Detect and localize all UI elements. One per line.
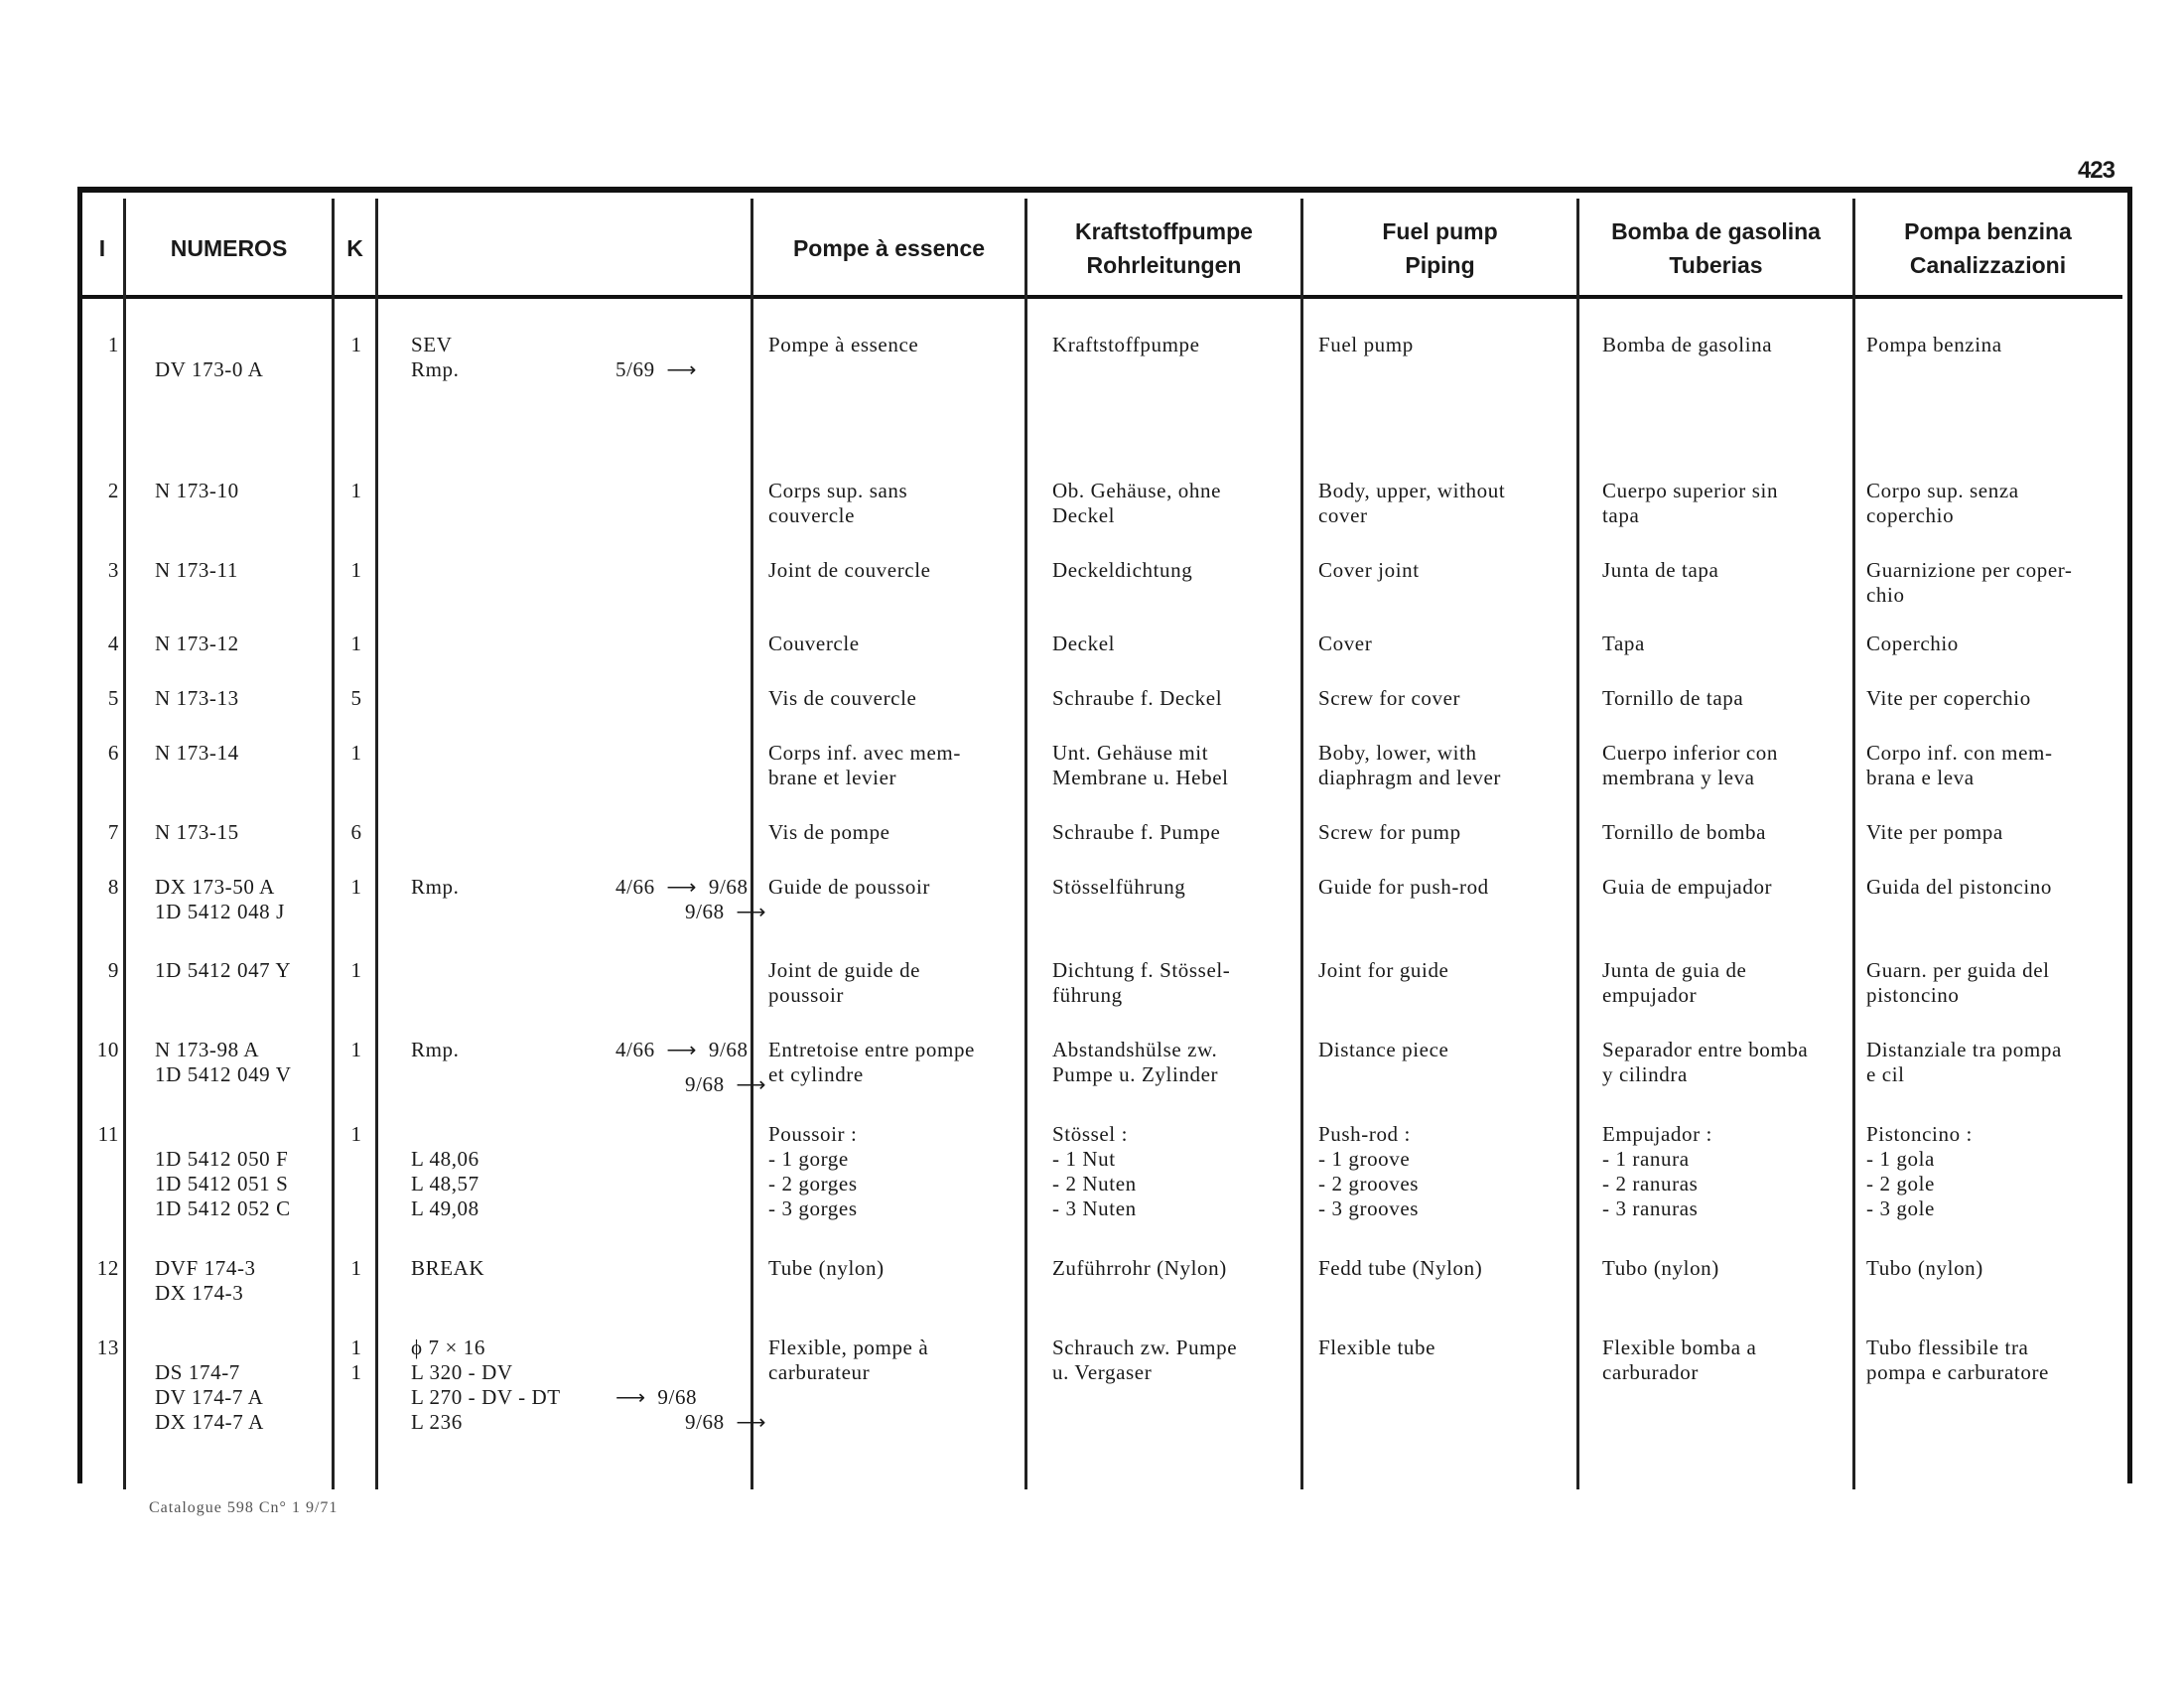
date-range: 4/66 ⟶ 9/68 [615,875,749,899]
desc-english: Joint for guide [1318,958,1449,982]
desc-spanish: Guia de empujador [1602,875,1773,899]
column-divider [375,199,378,1489]
part-note: Rmp. [411,1038,460,1061]
quantity: 1 [350,479,362,502]
part-number: N 173-12 [155,632,239,655]
header-divider [81,295,2122,299]
desc-french: Couvercle [768,632,860,655]
part-number: N 173-14 [155,741,239,765]
desc-italian: Tubo (nylon) [1866,1256,1983,1280]
date-range: 9/68 ⟶ [685,900,767,923]
quantity: 5 [350,686,362,710]
header-spanish: Bomba de gasolina Tuberias [1611,218,1821,278]
header-italian: Pompa benzina Canalizzazioni [1904,218,2072,278]
desc-french: Vis de pompe [768,820,890,844]
row-index: 5 [107,686,119,710]
desc-german: Ob. Gehäuse, ohne Deckel [1052,479,1221,527]
desc-english: Screw for cover [1318,686,1461,710]
desc-french: Guide de poussoir [768,875,931,899]
desc-german: Stössel : - 1 Nut - 2 Nuten - 3 Nuten [1052,1122,1137,1220]
quantity: 1 [350,875,362,899]
desc-english: Fuel pump [1318,333,1414,356]
desc-spanish: Junta de guia de empujador [1602,958,1747,1007]
desc-german: Abstandshülse zw. Pumpe u. Zylinder [1052,1038,1219,1086]
desc-english: Guide for push-rod [1318,875,1489,899]
desc-french: Entretoise entre pompe et cylindre [768,1038,975,1086]
desc-italian: Guida del pistoncino [1866,875,2052,899]
row-index: 12 [96,1256,119,1280]
quantity: 1 [350,1256,362,1280]
desc-spanish: Cuerpo superior sin tapa [1602,479,1779,527]
desc-english: Push-rod : - 1 groove - 2 grooves - 3 grooves [1318,1122,1420,1220]
part-number: DV 173-0 A [155,357,264,381]
desc-french: Flexible, pompe à carburateur [768,1336,929,1384]
part-number: N 173-11 [155,558,238,582]
desc-english: Flexible tube [1318,1336,1436,1359]
part-number: N 173-15 [155,820,239,844]
part-number: N 173-98 A 1D 5412 049 V [155,1038,292,1086]
part-note: SEV Rmp. [411,333,460,381]
quantity: 1 [350,958,362,982]
desc-german: Stösselführung [1052,875,1186,899]
desc-italian: Corpo inf. con mem- brana e leva [1866,741,2053,789]
desc-french: Pompe à essence [768,333,919,356]
date-range: 5/69 ⟶ [615,357,698,381]
quantity: 1 [350,1038,362,1061]
part-number: 1D 5412 047 Y [155,958,292,982]
desc-german: Zuführrohr (Nylon) [1052,1256,1227,1280]
desc-italian: Coperchio [1866,632,1959,655]
part-number: N 173-10 [155,479,239,502]
desc-spanish: Tornillo de tapa [1602,686,1744,710]
desc-italian: Vite per coperchio [1866,686,2031,710]
row-index: 2 [107,479,119,502]
desc-italian: Guarn. per guida del pistoncino [1866,958,2050,1007]
desc-german: Schrauch zw. Pumpe u. Vergaser [1052,1336,1238,1384]
header-numeros: NUMEROS [170,235,288,261]
desc-german: Kraftstoffpumpe [1052,333,1200,356]
part-note: Rmp. [411,875,460,899]
desc-french: Joint de guide de poussoir [768,958,921,1007]
desc-spanish: Tapa [1602,632,1645,655]
header-index: I [98,235,106,261]
column-divider [751,199,753,1489]
row-index: 9 [107,958,119,982]
date-range: ⟶ 9/68 [615,1385,698,1409]
desc-german: Deckeldichtung [1052,558,1193,582]
quantity: 1 [350,632,362,655]
desc-french: Poussoir : - 1 gorge - 2 gorges - 3 gorges [768,1122,858,1220]
row-index: 7 [107,820,119,844]
desc-english: Screw for pump [1318,820,1461,844]
part-number: DS 174-7 DV 174-7 A DX 174-7 A [155,1360,264,1434]
row-index: 11 [97,1122,119,1146]
desc-english: Body, upper, without cover [1318,479,1506,527]
desc-spanish: Flexible bomba a carburador [1602,1336,1757,1384]
desc-spanish: Empujador : - 1 ranura - 2 ranuras - 3 ranuras [1602,1122,1712,1220]
desc-french: Tube (nylon) [768,1256,885,1280]
row-index: 6 [107,741,119,765]
part-number: 1D 5412 050 F 1D 5412 051 S 1D 5412 052 C [155,1147,291,1220]
desc-italian: Distanziale tra pompa e cil [1866,1038,2062,1086]
footer-catalogue-ref: Catalogue 598 Cn° 1 9/71 [149,1499,339,1516]
row-index: 1 [107,333,119,356]
part-note: ϕ 7 × 16 L 320 - DV L 270 - DV - DT L 236 [411,1336,561,1434]
desc-english: Boby, lower, with diaphragm and lever [1318,741,1501,789]
desc-spanish: Separador entre bomba y cilindra [1602,1038,1809,1086]
desc-german: Unt. Gehäuse mit Membrane u. Hebel [1052,741,1229,789]
desc-french: Joint de couvercle [768,558,931,582]
quantity: 1 [350,333,362,356]
row-index: 13 [96,1336,119,1359]
desc-italian: Guarnizione per coper- chio [1866,558,2073,607]
desc-german: Schraube f. Deckel [1052,686,1223,710]
date-range: 9/68 ⟶ [685,1072,767,1096]
desc-french: Corps sup. sans couvercle [768,479,908,527]
quantity: 1 [350,558,362,582]
quantity: 1 1 [350,1336,362,1384]
part-note: BREAK [411,1256,485,1280]
desc-german: Dichtung f. Stössel- führung [1052,958,1231,1007]
desc-italian: Tubo flessibile tra pompa e carburatore [1866,1336,2049,1384]
desc-english: Fedd tube (Nylon) [1318,1256,1483,1280]
column-divider [123,199,126,1489]
row-index: 8 [107,875,119,899]
desc-english: Cover joint [1318,558,1420,582]
desc-german: Schraube f. Pumpe [1052,820,1221,844]
header-french: Pompe à essence [792,235,986,261]
row-index: 3 [107,558,119,582]
desc-spanish: Tornillo de bomba [1602,820,1767,844]
desc-english: Distance piece [1318,1038,1449,1061]
desc-italian: Pompa benzina [1866,333,2002,356]
header-k: K [346,235,363,261]
desc-italian: Corpo sup. senza coperchio [1866,479,2019,527]
desc-spanish: Cuerpo inferior con membrana y leva [1602,741,1779,789]
header-english: Fuel pump Piping [1382,218,1498,278]
desc-spanish: Junta de tapa [1602,558,1719,582]
part-note: L 48,06 L 48,57 L 49,08 [411,1147,479,1220]
desc-german: Deckel [1052,632,1116,655]
desc-spanish: Tubo (nylon) [1602,1256,1719,1280]
quantity: 1 [350,741,362,765]
quantity: 6 [350,820,362,844]
part-number: DX 173-50 A 1D 5412 048 J [155,875,285,923]
date-range: 9/68 ⟶ [685,1410,767,1434]
row-index: 4 [107,632,119,655]
page-number: 423 [2077,157,2115,184]
desc-french: Vis de couvercle [768,686,917,710]
header-german: Kraftstoffpumpe Rohrleitungen [1075,218,1253,278]
desc-italian: Vite per pompa [1866,820,2003,844]
desc-spanish: Bomba de gasolina [1602,333,1773,356]
date-range: 4/66 ⟶ 9/68 [615,1038,749,1061]
row-index: 10 [96,1038,119,1061]
desc-english: Cover [1318,632,1373,655]
quantity: 1 [350,1122,362,1146]
desc-french: Corps inf. avec mem- brane et levier [768,741,961,789]
part-number: DVF 174-3 DX 174-3 [155,1256,256,1305]
part-number: N 173-13 [155,686,239,710]
desc-italian: Pistoncino : - 1 gola - 2 gole - 3 gole [1866,1122,1973,1220]
